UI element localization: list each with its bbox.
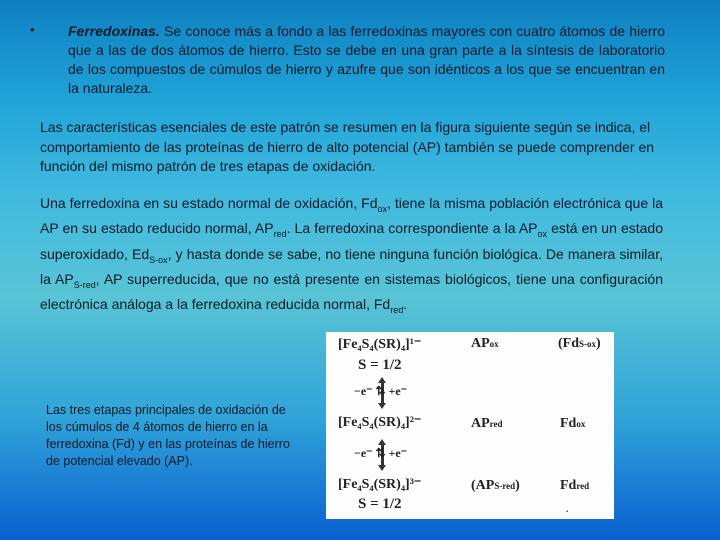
bullet-ferredoxinas bbox=[30, 22, 665, 98]
spin-label-top: S = 1/2 bbox=[358, 357, 402, 373]
fd-red-label: Fdred bbox=[560, 478, 590, 493]
cluster-1-minus: [Fe₄S₄(SR)₄]¹⁻ bbox=[338, 337, 422, 352]
ap-s-red-label: (APS-red) bbox=[471, 478, 520, 493]
bullet-title: Ferredoxinas. bbox=[68, 23, 160, 39]
figure-mark: . bbox=[566, 504, 569, 514]
fd-ox-label: Fdox bbox=[560, 416, 586, 431]
oxidation-states-figure bbox=[326, 332, 614, 519]
redox-step-1: −e⁻ ⇅ +e⁻ bbox=[354, 384, 408, 398]
figure-caption: Las tres etapas principales de oxidación de los cúmulos de 4 átomos de hierro en la ferredoxina (Fd) y en las proteínas de hierro de potencial elevado (AP). bbox=[46, 403, 290, 468]
ap-ox-label: APox bbox=[471, 336, 499, 351]
fd-s-ox-label: (FdS-ox) bbox=[558, 336, 601, 351]
bullet-marker: • bbox=[30, 22, 35, 37]
ap-red-label: APred bbox=[471, 416, 503, 431]
bullet-text bbox=[68, 22, 665, 98]
cluster-2-minus: [Fe₄S₄(SR)₄]²⁻ bbox=[338, 415, 422, 430]
paragraph-pattern-summary: Las características esenciales de este patrón se resumen en la figura siguiente según se indica, el comportamiento de las proteínas de hierro de alto potencial (AP) también se puede comprender en función del mismo patrón de tres etapas de oxidación. bbox=[40, 119, 655, 174]
redox-step-2: −e⁻ ⇅ +e⁻ bbox=[354, 446, 408, 460]
bullet-body: Se conoce más a fondo a las ferredoxinas mayores con cuatro átomos de hierro que a las de dos átomos de hierro. Esto se debe en una gran parte a la síntesis de laboratorio de los compuestos de cúmulos de hierro y azufre que son idénticos a los que se encuentran en la naturaleza. bbox=[68, 23, 665, 96]
spin-label-bottom: S = 1/2 bbox=[358, 496, 402, 512]
cluster-3-minus: [Fe₄S₄(SR)₄]³⁻ bbox=[338, 477, 422, 492]
paragraph-ferredoxin-states: Una ferredoxina en su estado normal de oxidación, $Fd_{ox}$, tiene la misma población electrónica que la AP en su estado reducido normal, $AP_{red}$. La ferredoxina correspondiente a la $AP_{ox}$ está en un estado superoxidado, $Ed_{S-ox}$, y hasta donde se sabe, no tiene ninguna función biológica. De manera similar, la $AP_{S-red}$, AP superreducida, que no está presente en sistemas biológicos, tiene una configuración electrónica análoga a la ferredoxina reducida normal, $Fd_{red}$. bbox=[40, 195, 663, 315]
